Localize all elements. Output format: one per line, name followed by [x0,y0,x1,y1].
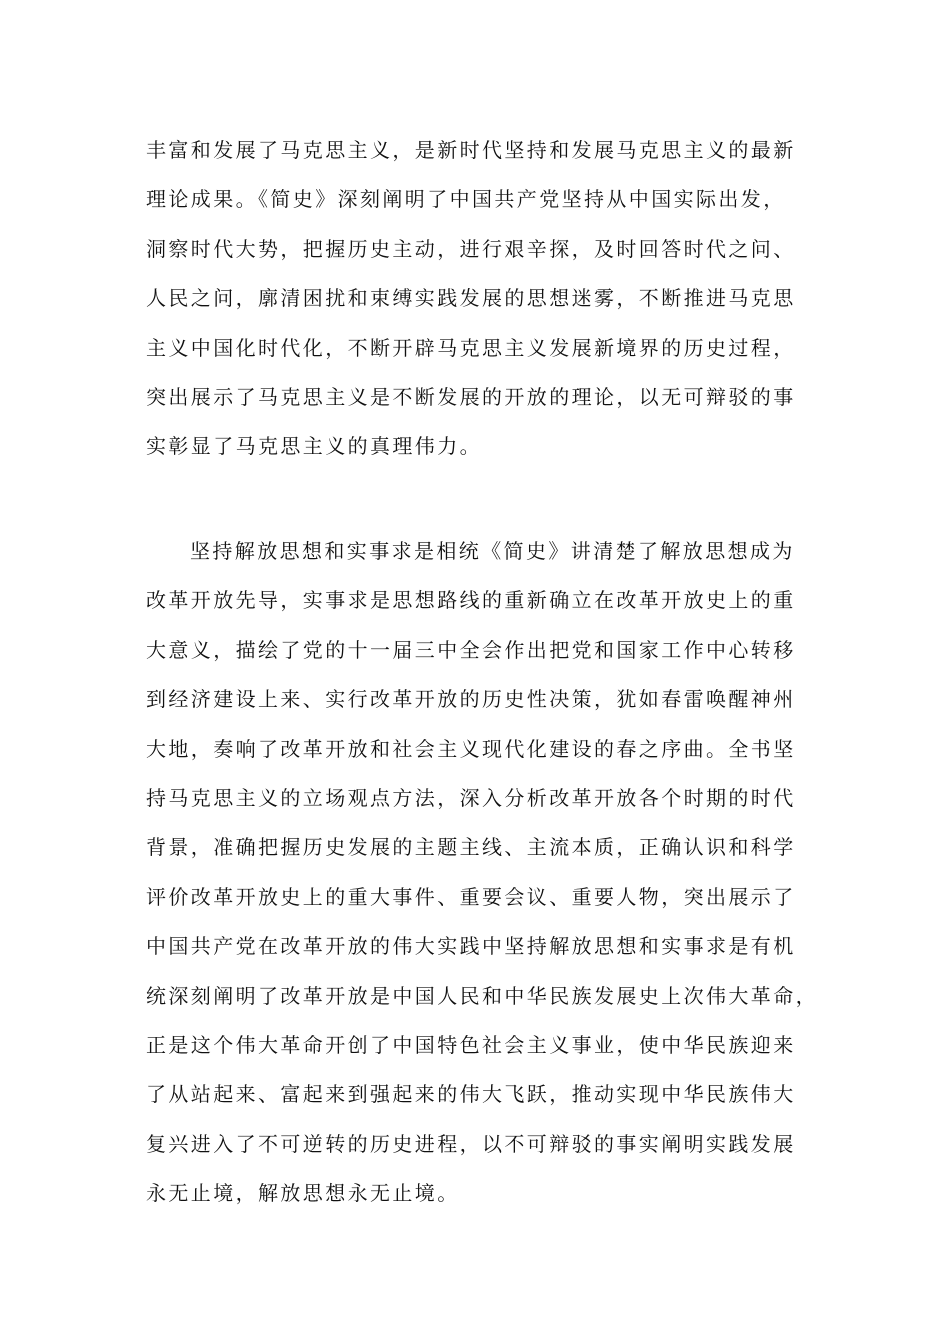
paragraph-line: 主义中国化时代化，不断开辟马克思主义发展新境界的历史过程， [146,335,796,360]
paragraph-line: 中国共产党在改革开放的伟大实践中坚持解放思想和实事求是有机 [146,934,796,959]
paragraph-line: 永无止境，解放思想永无止境。 [146,1181,460,1206]
paragraph-line: 突出展示了马克思主义是不断发展的开放的理论，以无可辩驳的事 [146,384,796,409]
paragraph-line: 丰富和发展了马克思主义，是新时代坚持和发展马克思主义的最新 [146,138,796,162]
paragraph-line: 洞察时代大势，把握历史主动，进行艰辛探，及时回答时代之问、 [146,236,796,261]
paragraph-line: 复兴进入了不可逆转的历史进程，以不可辩驳的事实阐明实践发展 [146,1131,796,1156]
paragraph-line: 背景，准确把握历史发展的主题主线、主流本质，正确认识和科学 [146,835,796,860]
paragraph-line: 正是这个伟大革命开创了中国特色社会主义事业，使中华民族迎来 [146,1032,796,1057]
paragraph-line: 持马克思主义的立场观点方法，深入分析改革开放各个时期的时代 [146,785,796,810]
paragraph-1 [146,126,810,472]
paragraph-line: 评价改革开放史上的重大事件、重要会议、重要人物，突出展示了 [146,884,796,909]
paragraph-line: 理论成果。《简史》深刻阐明了中国共产党坚持从中国实际出发， [146,187,786,212]
paragraph-line: 统深刻阐明了改革开放是中国人民和中华民族发展史上次伟大革命， [146,983,818,1008]
paragraph-line: 到经济建设上来、实行改革开放的历史性决策，犹如春雷唤醒神州 [146,687,796,712]
paragraph-line: 实彰显了马克思主义的真理伟力。 [146,434,482,459]
paragraph-line: 了从站起来、富起来到强起来的伟大飞跃，推动实现中华民族伟大 [146,1082,796,1107]
paragraph-line: 大地，奏响了改革开放和社会主义现代化建设的春之序曲。全书坚 [146,736,796,761]
paragraph-line: 坚持解放思想和实事求是相统《简史》讲清楚了解放思想成为 [190,539,795,563]
paragraph-line: 改革开放先导，实事求是思想路线的重新确立在改革开放史上的重 [146,588,796,613]
paragraph-2 [146,527,818,1218]
paragraph-line: 大意义，描绘了党的十一届三中全会作出把党和国家工作中心转移 [146,637,796,662]
paragraph-line: 人民之问，廓清困扰和束缚实践发展的思想迷雾，不断推进马克思 [146,286,796,311]
